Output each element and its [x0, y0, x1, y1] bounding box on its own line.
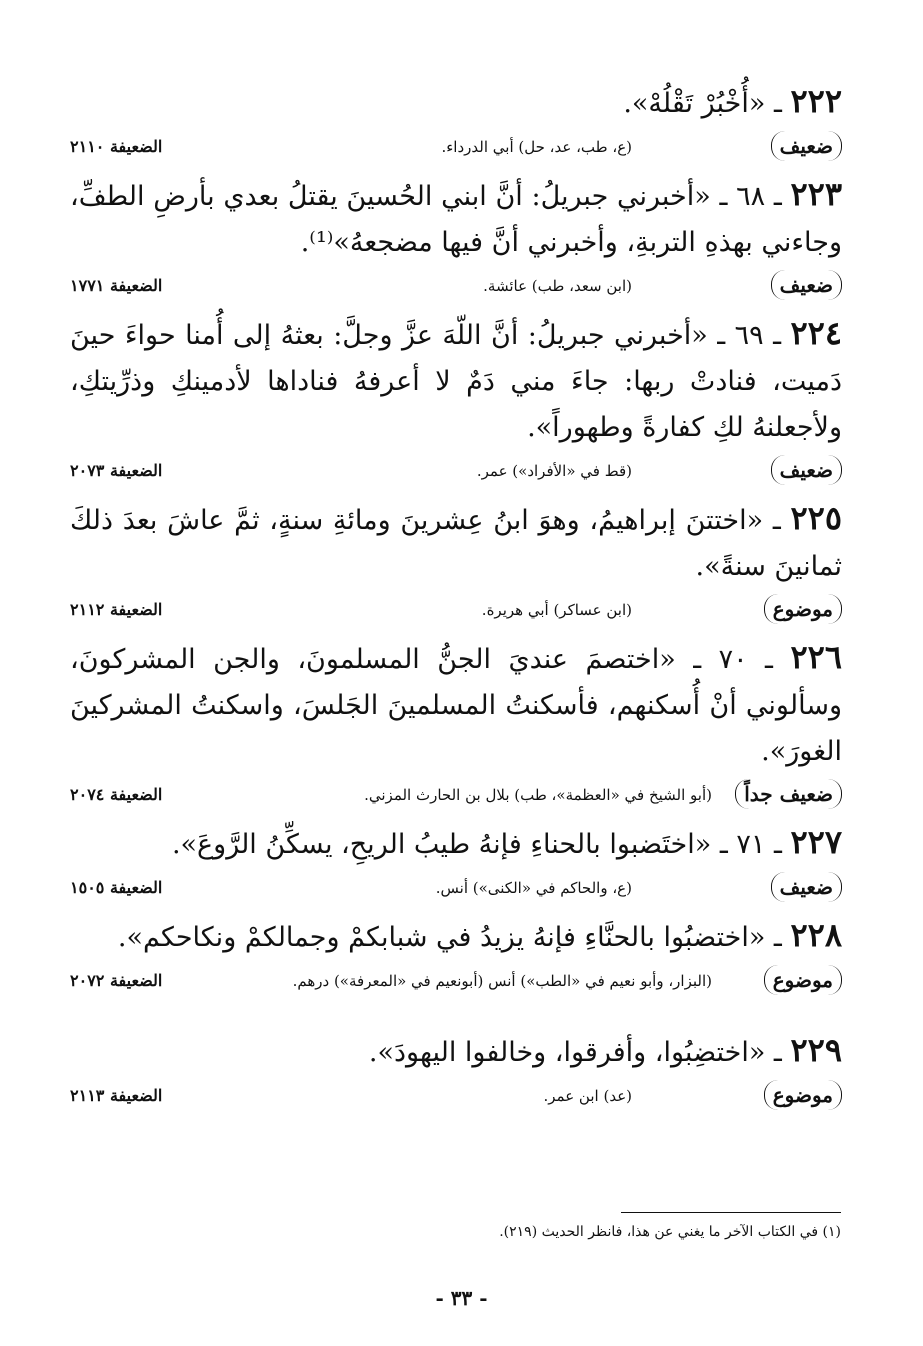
narrator: (أبو الشيخ في «العظمة»، طب) بلال بن الحارث المزني.: [364, 786, 712, 804]
narrator: (قط في «الأفراد») عمر.: [476, 462, 632, 480]
source-line: [70, 127, 842, 167]
footnote-divider: [621, 1212, 841, 1213]
hadith-text: [70, 495, 842, 590]
hadith-text: [70, 78, 842, 127]
source-line: [70, 961, 842, 1001]
narrator: (ابن عساكر) أبي هريرة.: [481, 601, 632, 619]
source-line: [70, 590, 842, 630]
source-line: [70, 868, 842, 908]
hadith-body: ـ ٧١ ـ «اختَضبوا بالحناءِ فإنهُ طيبُ الريحِ، يسكِّنُ الرَّوعَ».: [171, 829, 791, 860]
hadith-body: ـ «أُخْبُرْ تَقْلُهْ».: [623, 88, 791, 119]
narrator: (البزار، وأبو نعيم في «الطب») أنس (أبونعيم في «المعرفة») درهم.: [292, 972, 712, 990]
grade-badge: موضوع: [764, 965, 842, 995]
source-line: [70, 1076, 842, 1116]
reference: الضعيفة ٢٠٧٢: [70, 971, 163, 990]
hadith-number: ٢٢٨: [790, 916, 842, 954]
hadith-entry-229: [70, 1027, 842, 1116]
hadith-entry-225: [70, 495, 842, 630]
hadith-body: ـ ٦٨ ـ «أخبرني جبريلُ: أنَّ ابني الحُسينَ يقتلُ بعدي بأرضِ الطفِّ، وجاءني بهذهِ التربةِ، وأخبرني أنَّ فيها مضجعهُ»⁽¹⁾.: [70, 181, 842, 258]
hadith-number: ٢٢٢: [790, 82, 842, 120]
reference: الضعيفة ١٥٠٥: [70, 878, 163, 897]
grade-badge: موضوع: [764, 1080, 842, 1110]
reference: الضعيفة ٢٠٧٣: [70, 461, 163, 480]
hadith-text: [70, 634, 842, 775]
source-line: [70, 775, 842, 815]
narrator: (ع، والحاكم في «الكنى») أنس.: [435, 879, 632, 897]
narrator: (ابن سعد، طب) عائشة.: [483, 277, 632, 295]
page-number: - ٣٣ -: [435, 1286, 488, 1310]
hadith-body: ـ «اختتنَ إبراهيمُ، وهوَ ابنُ عِشرينَ ومائةِ سنةٍ، ثمَّ عاشَ بعدَ ذلكَ ثمانينَ سنةً».: [70, 505, 842, 582]
hadith-text: [70, 1027, 842, 1076]
page-body: [70, 78, 842, 1116]
hadith-number: ٢٢٦: [790, 638, 842, 676]
hadith-text: [70, 912, 842, 961]
hadith-number: ٢٢٥: [790, 499, 842, 537]
hadith-entry-224: [70, 310, 842, 491]
reference: الضعيفة ٢١١٢: [70, 600, 163, 619]
grade-badge: ضعيف: [771, 131, 842, 161]
hadith-entry-222: [70, 78, 842, 167]
hadith-entry-228: [70, 912, 842, 1001]
grade-badge: ضعيف: [771, 455, 842, 485]
hadith-number: ٢٢٧: [790, 823, 842, 861]
reference: الضعيفة ٢٠٧٤: [70, 785, 163, 804]
hadith-body: ـ ٦٩ ـ «أخبرني جبريلُ: أنَّ اللّهَ عزَّ وجلَّ: بعثهُ إلى أُمنا حواءَ حينَ دَميت، فنادتْ ربها: جاءَ مني دَمٌ لا أعرفهُ فناداها لأدمينكِ وذرِّيتكِ، ولأجعلنهُ لكِ كفارةً وطهوراً».: [70, 320, 842, 443]
reference: الضعيفة ٢١١٠: [70, 137, 163, 156]
footnote: (١) في الكتاب الآخر ما يغني عن هذا، فانظر الحديث (٢١٩).: [499, 1224, 841, 1240]
source-line: [70, 451, 842, 491]
hadith-number: ٢٢٩: [790, 1031, 842, 1069]
grade-badge: موضوع: [764, 594, 842, 624]
hadith-number: ٢٢٤: [790, 314, 842, 352]
hadith-body: ـ «اختضبُوا بالحنَّاءِ فإنهُ يزيدُ في شبابكمْ وجمالكمْ ونكاحكم».: [117, 922, 791, 953]
grade-badge: ضعيف جداً: [735, 779, 842, 809]
hadith-body: ـ ٧٠ ـ «اختصمَ عنديَ الجنُّ المسلمونَ، والجن المشركونَ، وسألوني أنْ أُسكنهم، فأسكنتُ المسلمينَ الجَلسَ، واسكنتُ المشركينَ الغورَ».: [70, 644, 842, 767]
narrator: (ع، طب، عد، حل) أبي الدرداء.: [441, 138, 632, 156]
grade-badge: ضعيف: [771, 872, 842, 902]
hadith-text: [70, 171, 842, 266]
reference: الضعيفة ١٧٧١: [70, 276, 163, 295]
narrator: (عد) ابن عمر.: [543, 1087, 632, 1105]
grade-badge: ضعيف: [771, 270, 842, 300]
source-line: [70, 266, 842, 306]
hadith-text: [70, 819, 842, 868]
reference: الضعيفة ٢١١٣: [70, 1086, 163, 1105]
hadith-entry-223: [70, 171, 842, 306]
hadith-entry-227: [70, 819, 842, 908]
hadith-entry-226: [70, 634, 842, 815]
hadith-text: [70, 310, 842, 451]
hadith-number: ٢٢٣: [790, 175, 842, 213]
hadith-body: ـ «اختضِبُوا، وأفرقوا، وخالفوا اليهودَ».: [368, 1037, 791, 1068]
